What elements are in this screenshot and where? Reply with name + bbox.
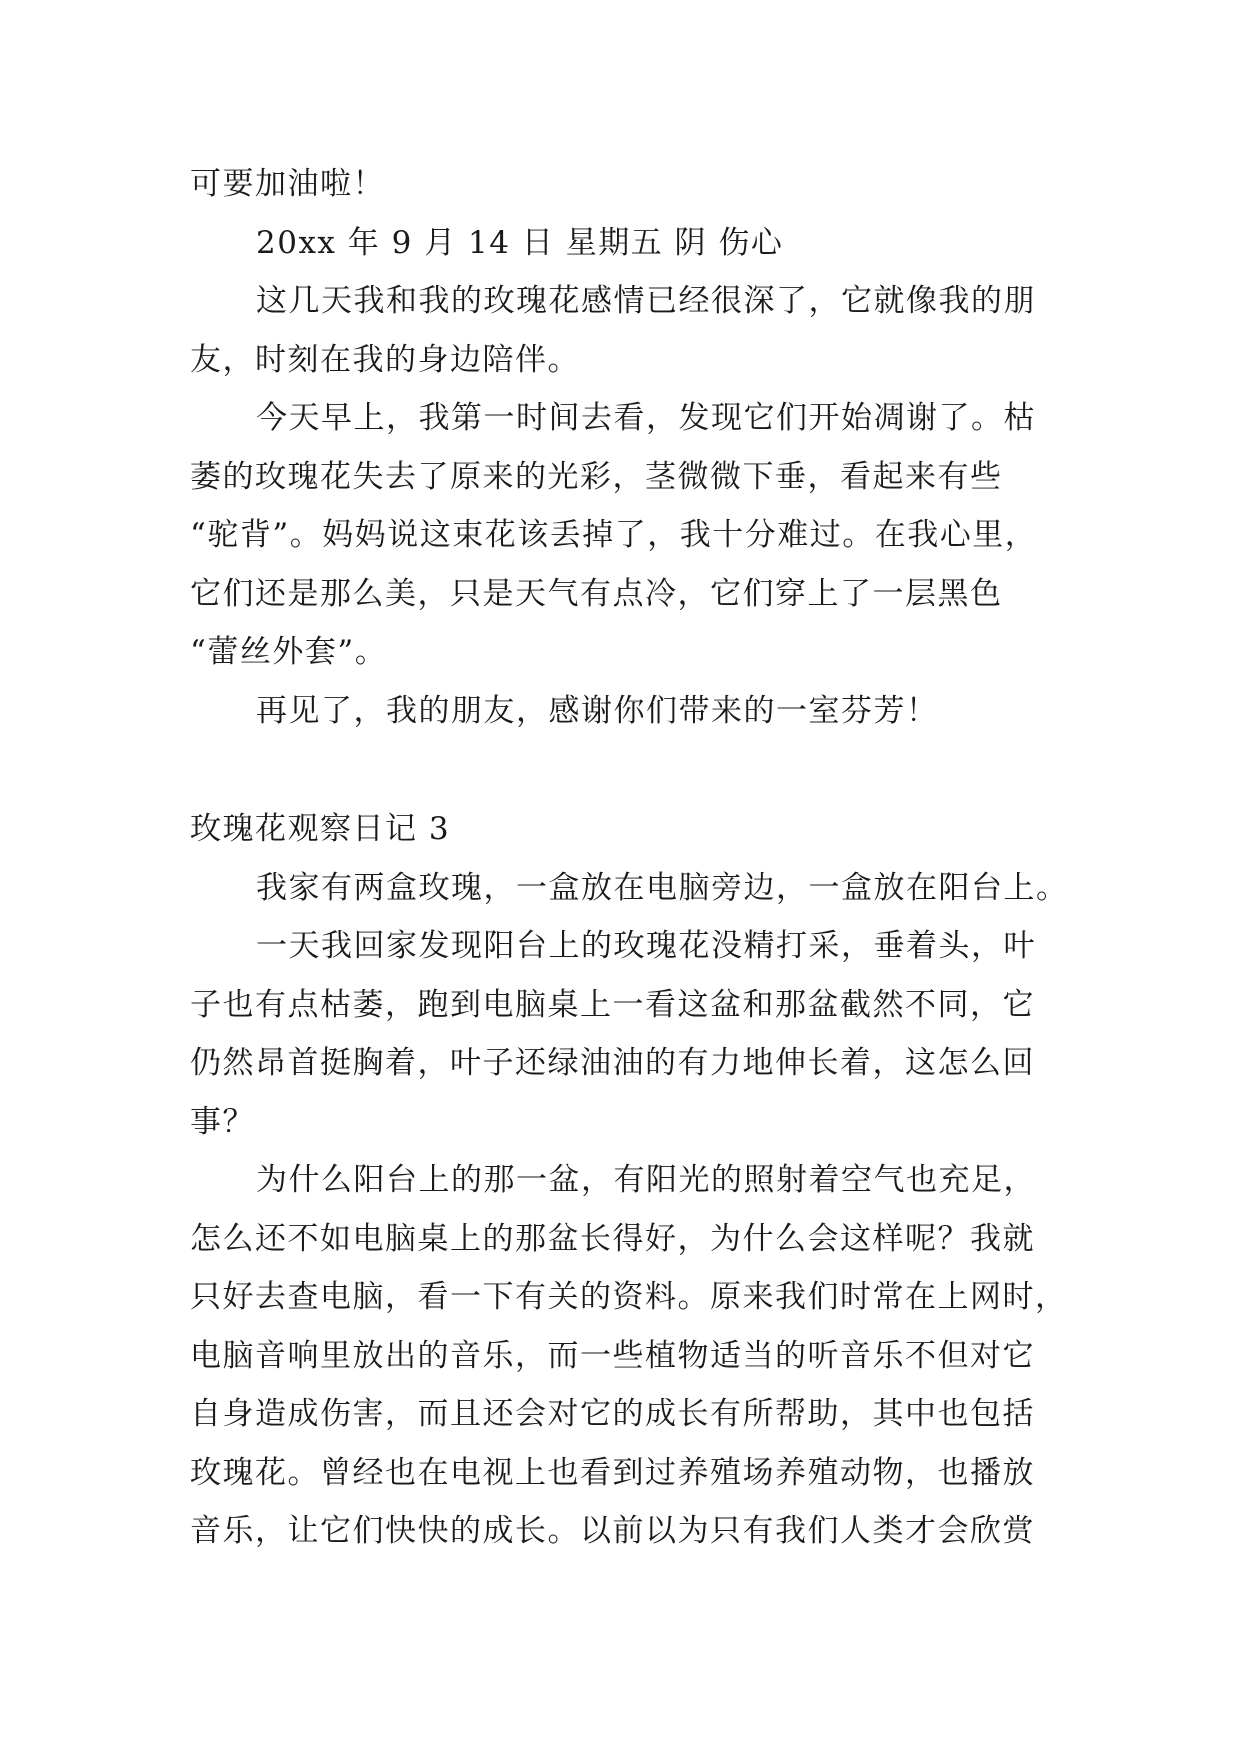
diary-date-line: 20xx 年 9 月 14 日 星期五 阴 伤心 (256, 224, 784, 261)
text-line: 一天我回家发现阳台上的玫瑰花没精打采，垂着头，叶 (256, 928, 1036, 964)
text-line: 玫瑰花。曾经也在电视上也看到过养殖场养殖动物，也播放 (190, 1454, 1035, 1491)
document-body (190, 155, 1080, 1561)
text-line: 这几天我和我的玫瑰花感情已经很深了，它就像我的朋 (256, 283, 1036, 319)
text-line: 萎的玫瑰花失去了原来的光彩，茎微微下垂，看起来有些 (190, 458, 1003, 495)
text-line: 为什么阳台上的那一盆，有阳光的照射着空气也充足， (256, 1162, 1036, 1198)
text-line: 再见了，我的朋友，感谢你们带来的一室芬芳！ (256, 692, 939, 729)
text-line: 可要加油啦！ (190, 166, 385, 202)
text-line: 友，时刻在我的身边陪伴。 (190, 341, 580, 378)
text-line: “驼背”。妈妈说这束花该丢掉了，我十分难过。在我心里， (190, 517, 1038, 553)
text-line: 仍然昂首挺胸着，叶子还绿油油的有力地伸长着，这怎么回 (190, 1045, 1035, 1081)
text-line: 它们还是那么美，只是天气有点冷，它们穿上了一层黑色 (190, 575, 1003, 612)
text-line: 今天早上，我第一时间去看，发现它们开始凋谢了。枯 (256, 400, 1036, 436)
text-line: 音乐，让它们快快的成长。以前以为只有我们人类才会欣赏 (190, 1513, 1035, 1549)
text-line: 自身造成伤害，而且还会对它的成长有所帮助，其中也包括 (190, 1396, 1035, 1432)
text-line: 事？ (190, 1103, 255, 1140)
text-line: 怎么还不如电脑桌上的那盆长得好，为什么会这样呢？我就 (190, 1220, 1035, 1257)
section-title: 玫瑰花观察日记 3 (190, 811, 451, 847)
text-line: “蕾丝外套”。 (190, 634, 388, 670)
text-line: 我家有两盒玫瑰，一盒放在电脑旁边，一盒放在阳台上。 (256, 869, 1069, 906)
text-line: 只好去查电脑，看一下有关的资料。原来我们时常在上网时， (190, 1279, 1068, 1315)
text-line: 电脑音响里放出的音乐，而一些植物适当的听音乐不但对它 (190, 1337, 1035, 1374)
section-gap (190, 740, 1080, 800)
text-line: 子也有点枯萎，跑到电脑桌上一看这盆和那盆截然不同，它 (190, 986, 1035, 1023)
